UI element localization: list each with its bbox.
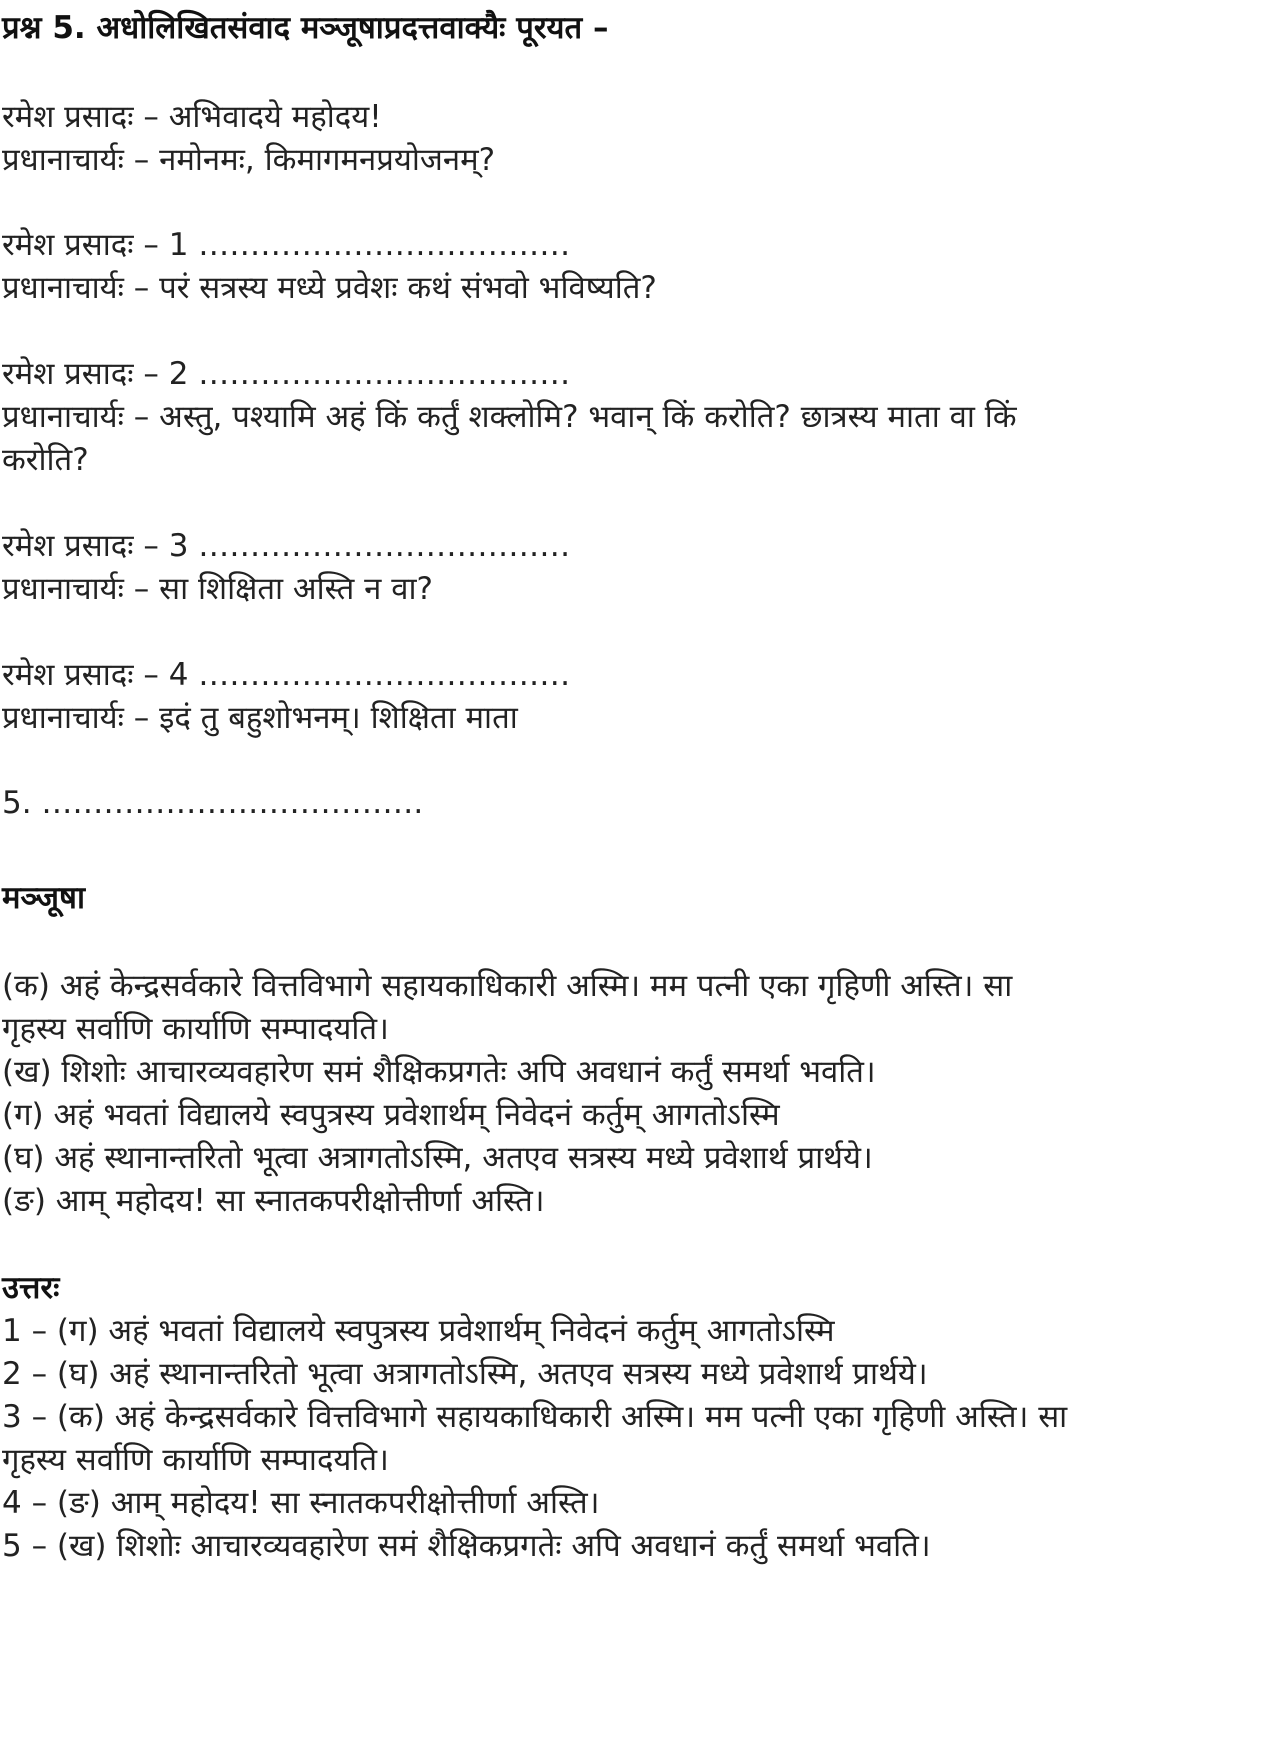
dialogue-line: प्रधानाचार्यः – परं सत्रस्य मध्ये प्रवेशः कथं संभवो भविष्यति? xyxy=(2,270,657,306)
answer-line: 4 – (ङ) आम् महोदय! सा स्नातकपरीक्षोत्तीर्णा अस्ति। xyxy=(2,1485,600,1521)
answer-line: गृहस्य सर्वाणि कार्याणि सम्पादयति। xyxy=(2,1442,389,1478)
manjusha-heading: मञ्जूषा xyxy=(2,880,85,916)
dialogue-line: प्रधानाचार्यः – नमोनमः, किमागमनप्रयोजनम्? xyxy=(2,142,496,178)
manjusha-item: गृहस्य सर्वाणि कार्याणि सम्पादयति। xyxy=(2,1011,389,1047)
answer-line: 3 – (क) अहं केन्द्रसर्वकारे वित्तविभागे सहायकाधिकारी अस्मि। मम पत्नी एका गृहिणी अस्ति। सा xyxy=(2,1399,1068,1435)
dialogue-line: 5. ………………………………. xyxy=(2,785,424,821)
manjusha-item: (ख) शिशोः आचारव्यवहारेण समं शैक्षिकप्रगतेः अपि अवधानं कर्तुं समर्था भवति। xyxy=(2,1054,876,1090)
dialogue-line: रमेश प्रसादः – 1 ……………………………… xyxy=(2,227,571,263)
question-title: प्रश्न 5. अधोलिखितसंवाद मञ्जूषाप्रदत्तवाक्यैः पूरयत – xyxy=(2,10,609,46)
dialogue-line: प्रधानाचार्यः – अस्तु, पश्यामि अहं किं कर्तुं शक्लोमि? भवान् किं करोति? छात्रस्य माता वा किं xyxy=(2,399,1017,435)
answer-line: 2 – (घ) अहं स्थानान्तरितो भूत्वा अत्रागतोऽस्मि, अतएव सत्रस्य मध्ये प्रवेशार्थ प्रार्थये। xyxy=(2,1356,928,1392)
manjusha-item: (घ) अहं स्थानान्तरितो भूत्वा अत्रागतोऽस्मि, अतएव सत्रस्य मध्ये प्रवेशार्थ प्रार्थये। xyxy=(2,1140,873,1176)
answer-line: 1 – (ग) अहं भवतां विद्यालये स्वपुत्रस्य प्रवेशार्थम् निवेदनं कर्तुम् आगतोऽस्मि xyxy=(2,1313,835,1349)
dialogue-line: प्रधानाचार्यः – सा शिक्षिता अस्ति न वा? xyxy=(2,571,433,607)
answer-heading: उत्तरः xyxy=(2,1270,60,1306)
dialogue-line: प्रधानाचार्यः – इदं तु बहुशोभनम्। शिक्षिता माता xyxy=(2,700,518,736)
manjusha-item: (क) अहं केन्द्रसर्वकारे वित्तविभागे सहायकाधिकारी अस्मि। मम पत्नी एका गृहिणी अस्ति। सा xyxy=(2,968,1013,1004)
answer-line: 5 – (ख) शिशोः आचारव्यवहारेण समं शैक्षिकप्रगतेः अपि अवधानं कर्तुं समर्था भवति। xyxy=(2,1528,931,1564)
dialogue-line: करोति? xyxy=(2,442,89,478)
dialogue-line: रमेश प्रसादः – 4 ……………………………… xyxy=(2,657,571,693)
dialogue-line: रमेश प्रसादः – 2 ……………………………… xyxy=(2,356,571,392)
dialogue-line: रमेश प्रसादः – अभिवादये महोदय! xyxy=(2,99,382,135)
dialogue-line: रमेश प्रसादः – 3 ……………………………… xyxy=(2,528,571,564)
manjusha-item: (ग) अहं भवतां विद्यालये स्वपुत्रस्य प्रवेशार्थम् निवेदनं कर्तुम् आगतोऽस्मि xyxy=(2,1097,780,1133)
manjusha-item: (ङ) आम् महोदय! सा स्नातकपरीक्षोत्तीर्णा अस्ति। xyxy=(2,1183,545,1219)
